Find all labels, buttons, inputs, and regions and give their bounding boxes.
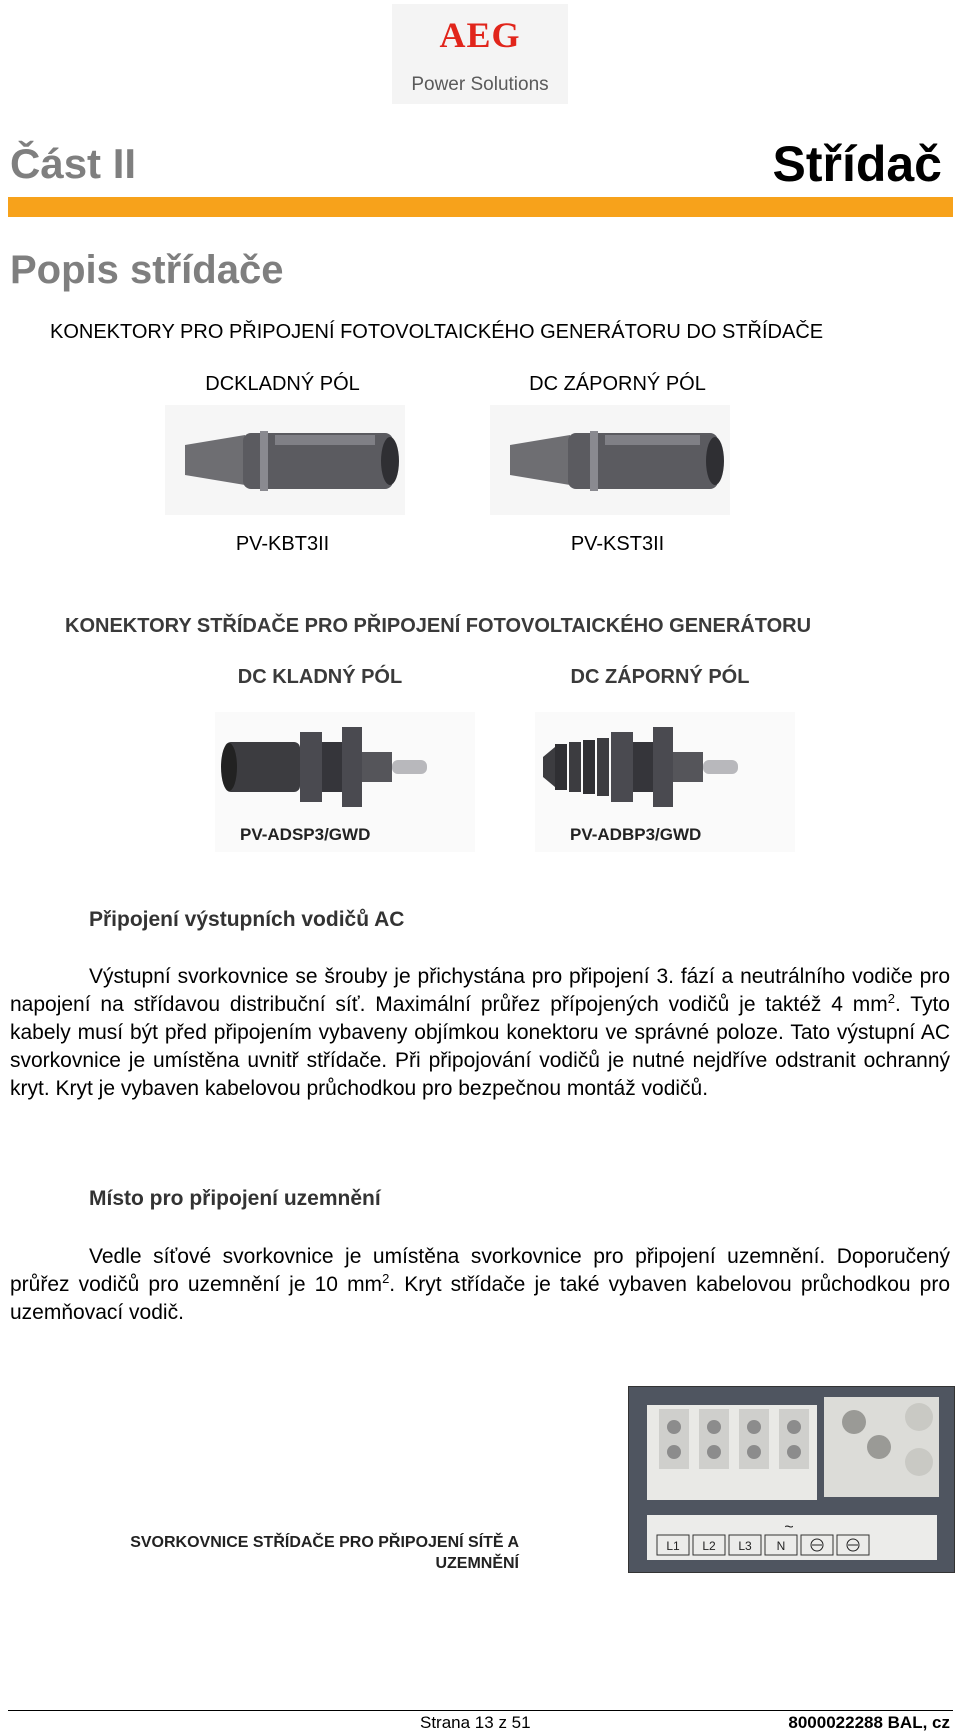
part-title: Část II <box>10 140 137 187</box>
terminal-label-l1: L1 <box>666 1539 680 1553</box>
footer-divider <box>8 1710 953 1711</box>
document-id: 8000022288 BAL, cz <box>788 1713 950 1732</box>
pv-kst3ii-code: PV-KST3II <box>570 533 665 555</box>
terminal-block-drawing <box>629 1387 954 1572</box>
pv-adbp3-code: PV-ADBP3/GWD <box>570 825 702 844</box>
ac-text-part-2: . Tyto kabely musí být před připojením vybaveny objímkou konektoru ve správné poloze. Tato výstupní AC svorkovnice je umístěna uvnitř střídače. Při připojování vodičů je nutné nejdříve odstranit ochranný kryt. Kryt je vybaven kabelovou průchodkou pro bezpečnou montáž vodičů. <box>10 993 950 1100</box>
ground-text-part-1: Vedle síťové svorkovnice je umístěna svorkovnice pro připojení uzemnění. Doporučený průřez vodičů pro uzemnění je 10 mm <box>10 1245 950 1296</box>
terminal-caption: SVORKOVNICE STŘÍDAČE PRO PŘIPOJENÍ SÍTĚ A UZEMNĚNÍ <box>130 1534 519 1572</box>
pv-kst3ii-connector-image <box>490 405 730 515</box>
pv-kbt3ii-connector-image <box>165 405 405 515</box>
pv-kbt3ii-code: PV-KBT3II <box>235 533 330 555</box>
page-number: Strana 13 z 51 <box>420 1713 531 1732</box>
inverter-connectors-heading: KONEKTORY STŘÍDAČE PRO PŘIPOJENÍ FOTOVOLTAICKÉHO GENERÁTORU <box>65 615 812 637</box>
section-title: Popis střídače <box>10 248 284 292</box>
terminal-block-photo <box>628 1386 955 1573</box>
terminal-label-l3: L3 <box>738 1539 752 1553</box>
logo-brand: AEG <box>439 15 521 55</box>
ground-text-part-2: . Kryt střídače je také vybaven kabelovou průchodkou pro uzemňovací vodič. <box>10 1273 951 1324</box>
inverter-positive-label: DC KLADNÝ PÓL <box>237 666 403 688</box>
inverter-negative-label: DC ZÁPORNÝ PÓL <box>570 666 750 688</box>
terminal-ac-symbol: ~ <box>784 1519 794 1536</box>
ac-section-paragraph <box>10 963 950 1103</box>
pv-positive-label: DCKLADNÝ PÓL <box>205 373 360 395</box>
ac-text-superscript: 2 <box>887 991 895 1006</box>
pv-negative-label: DC ZÁPORNÝ PÓL <box>529 373 706 395</box>
terminal-label-l2: L2 <box>702 1539 716 1553</box>
header-divider <box>8 197 953 217</box>
ground-section-heading: Místo pro připojení uzemnění <box>89 1187 381 1210</box>
ground-section-paragraph <box>10 1243 950 1327</box>
ground-text-superscript: 2 <box>382 1271 390 1286</box>
company-logo <box>392 4 568 104</box>
ac-section-heading: Připojení výstupních vodičů AC <box>89 908 405 931</box>
ac-text-part-1: Výstupní svorkovnice se šrouby je přichystána pro připojení 3. fází a neutrálního vodiče pro napojení na střídavou distribuční síť. Maximální průřez přípojených vodičů je taktéž 4 mm <box>10 965 950 1016</box>
pv-adsp3-code: PV-ADSP3/GWD <box>240 825 371 844</box>
logo-subtitle: Power Solutions <box>411 74 549 95</box>
pv-connectors-heading: KONEKTORY PRO PŘIPOJENÍ FOTOVOLTAICKÉHO GENERÁTORU DO STŘÍDAČE <box>50 321 824 343</box>
terminal-label-n: N <box>776 1539 786 1553</box>
chapter-title: Střídač <box>772 136 942 192</box>
